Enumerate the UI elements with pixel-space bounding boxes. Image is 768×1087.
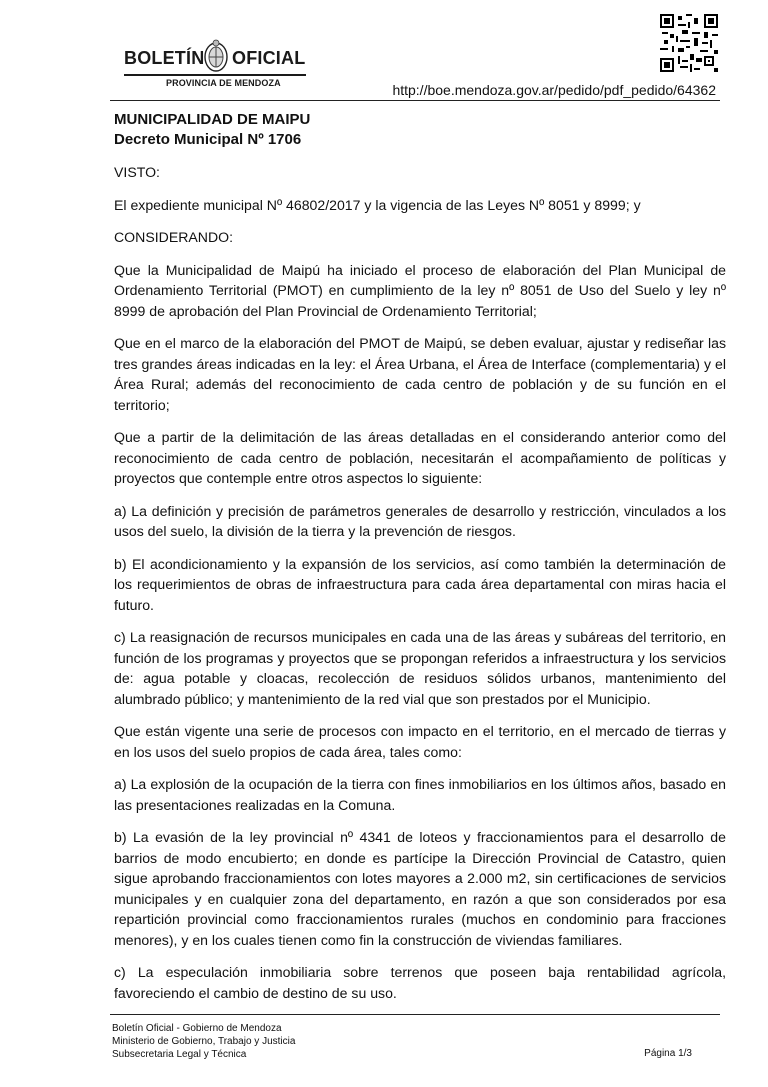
footer-info [112, 1022, 295, 1061]
document-body [114, 110, 726, 1015]
paragraph: Que a partir de la delimitación de las áreas detalladas en el considerando anterior como del reconocimiento de cada centro de población, necesitarán el acompañamiento de políticas y proyectos que contemple entre otros aspectos lo siguiente: [114, 429, 726, 486]
paragraph: a) La explosión de la ocupación de la tierra con fines inmobiliarios en los últimos años, basado en las presentaciones realizadas en la Comuna. [114, 776, 726, 813]
logo-word-boletin: BOLETÍN [124, 48, 205, 68]
boletin-oficial-logo [116, 36, 306, 92]
paragraph: Que en el marco de la elaboración del PMOT de Maipú, se deben evaluar, ajustar y rediseñar las tres grandes áreas indicadas en la ley: el Área Urbana, el Área de Interface (complementaria) y el Área Rural; además del reconocimiento de cada centro de población y de su función en el territorio; [114, 335, 726, 413]
paragraph-visto: VISTO: [114, 164, 160, 180]
paragraph: c) La reasignación de recursos municipales en cada una de las áreas y subáreas del territorio, en función de los programas y proyectos que se propongan referidos a infraestructura y los servicios de: agua potable y cloacas, recolección de residuos sólidos urbanos, mantenimiento del alumbrado público; y mantenimiento de la red vial que son prestados por el Municipio. [114, 629, 726, 707]
footer-line: Boletín Oficial - Gobierno de Mendoza [112, 1023, 282, 1034]
header-divider [110, 100, 720, 101]
footer-line: Ministerio de Gobierno, Trabajo y Justicia [112, 1036, 296, 1047]
logo-word-oficial: OFICIAL [232, 48, 306, 68]
municipality-title: MUNICIPALIDAD DE MAIPU [114, 111, 311, 128]
document-url[interactable]: http://boe.mendoza.gov.ar/pedido/pdf_pedido/64362 [392, 82, 716, 98]
logo-divider [124, 74, 306, 76]
paragraph: El expediente municipal Nº 46802/2017 y la vigencia de las Leyes Nº 8051 y 8999; y [114, 196, 641, 213]
qr-code-icon [660, 14, 718, 72]
paragraph: Que están vigente una serie de procesos con impacto en el territorio, en el mercado de tierras y en los usos del suelo propios de cada área, tales como: [114, 723, 726, 760]
footer-divider [110, 1014, 720, 1015]
paragraph: b) El acondicionamiento y la expansión de los servicios, así como también la determinación de los requerimientos de obras de infraestructura para cada área departamental con miras hacia el futuro. [114, 555, 726, 613]
logo-subtitle: PROVINCIA DE MENDOZA [166, 78, 281, 88]
paragraph: c) La especulación inmobiliaria sobre terrenos que poseen baja rentabilidad agrícola, favoreciendo el cambio de destino de su uso. [114, 964, 726, 1001]
paragraph: Que la Municipalidad de Maipú ha iniciado el proceso de elaboración del Plan Municipal de Ordenamiento Territorial (PMOT) en cumplimiento de la ley nº 8051 de Uso del Suelo y ley nº 8999 de aprobación del Plan Provincial de Ordenamiento Territorial; [114, 261, 726, 319]
paragraph-considerando: CONSIDERANDO: [114, 229, 234, 245]
paragraph: a) La definición y precisión de parámetros generales de desarrollo y restricción, vinculados a los usos del suelo, la división de la tierra y la prevención de riesgos. [114, 502, 726, 539]
decree-title: Decreto Municipal Nº 1706 [114, 131, 302, 148]
page-number: Página 1/3 [644, 1048, 692, 1059]
paragraph: b) La evasión de la ley provincial nº 4341 de loteos y fraccionamientos para el desarrollo de barrios de modo encubierto; en donde es partícipe la Dirección Provincial de Catastro, quien sigue aprobando fraccionamientos con lotes mayores a 2.000 m2, sin certificaciones de servicios municipales y en cualquier zona del departamento, en razón a que son considerados por esa repartición provincial como fraccionamientos rurales (muchos en condominio para fracciones menores), y en los cuales tienen como fin la construcción de viviendas familiares. [114, 829, 726, 948]
coat-of-arms-icon [202, 38, 230, 74]
footer-line: Subsecretaria Legal y Técnica [112, 1049, 247, 1060]
